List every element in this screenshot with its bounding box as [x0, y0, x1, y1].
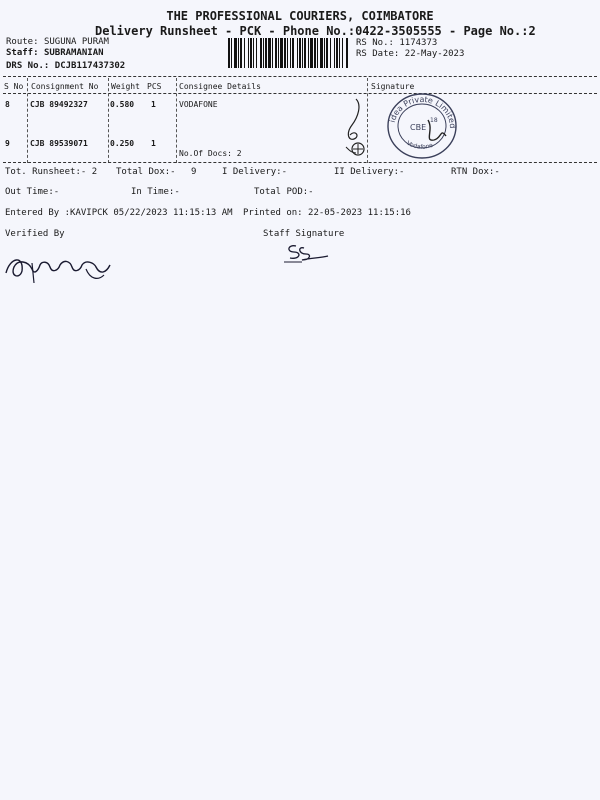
row-sno: 9 [5, 139, 10, 148]
consignee-signature-image [336, 95, 370, 159]
row-weight: 0.250 [110, 139, 135, 148]
company-stamp-image [384, 90, 460, 162]
runsheet-subtitle: Delivery Runsheet - PCK - Phone No.:0422-3505555 - Page No.:2 [95, 24, 536, 38]
row-consignment: CJB 89492327 [30, 100, 88, 109]
verified-by-label: Verified By [5, 229, 65, 239]
rs-no-value: 1174373 [399, 38, 438, 48]
svg-text:CBE: CBE [410, 123, 427, 132]
row-sno: 8 [5, 100, 10, 109]
i-delivery: I Delivery:- [222, 167, 288, 177]
col-signature: Signature [371, 82, 415, 91]
summary-divider [3, 162, 597, 163]
header-top-divider [3, 76, 597, 77]
drs-value: DCJB117437302 [54, 61, 126, 71]
col-consignee: Consignee Details [179, 82, 261, 91]
header-bottom-divider [3, 93, 597, 94]
svg-text:18: 18 [430, 117, 438, 124]
staff-label: Staff: [6, 48, 39, 58]
entered-by: Entered By :KAVIPCK 05/22/2023 11:15:13 AM [5, 208, 233, 218]
row-pcs: 1 [151, 100, 156, 109]
route-value: SUGUNA PURAM [43, 37, 109, 47]
staff-row [6, 48, 104, 58]
svg-text:idea Private Limited: idea Private Limited [387, 94, 458, 129]
col-divider [108, 78, 109, 163]
company-title: THE PROFESSIONAL COURIERS, COIMBATORE [166, 9, 434, 23]
rs-date-value: 22-May-2023 [404, 49, 465, 59]
drs-row [6, 61, 125, 71]
printed-on: Printed on: 22-05-2023 11:15:16 [243, 208, 411, 218]
route-label: Route: [6, 37, 39, 47]
col-weight: Weight [111, 82, 140, 91]
no-of-docs: No.Of Docs: 2 [179, 149, 242, 158]
total-pod: Total POD:- [254, 187, 314, 197]
total-dox-label: Total Dox:- [116, 167, 176, 177]
staff-signature-label: Staff Signature [263, 229, 345, 239]
col-divider [176, 78, 177, 163]
row-consignee: VODAFONE [179, 100, 218, 109]
in-time: In Time:- [131, 187, 180, 197]
drs-label: DRS No.: [6, 61, 50, 71]
col-sno: S No [4, 82, 24, 91]
total-dox-value: 9 [191, 167, 197, 177]
col-consignment: Consignment No [31, 82, 99, 91]
barcode-image [228, 38, 348, 68]
rs-date-label: RS Date: [356, 49, 400, 59]
rs-no-row [356, 38, 437, 48]
route-row [6, 37, 109, 47]
row-consignment: CJB 89539071 [30, 139, 88, 148]
ii-delivery: II Delivery:- [334, 167, 405, 177]
rs-date-row [356, 49, 464, 59]
row-weight: 0.580 [110, 100, 135, 109]
out-time: Out Time:- [5, 187, 60, 197]
staff-value: SUBRAMANIAN [43, 48, 104, 58]
col-divider [27, 78, 28, 163]
staff-signature-image [282, 240, 332, 264]
rtn-dox: RTN Dox:- [451, 167, 500, 177]
svg-text:Vodafone: Vodafone [405, 139, 434, 151]
tot-runsheet: Tot. Runsheet:- 2 [5, 167, 98, 177]
col-pcs: PCS [147, 82, 162, 91]
rs-no-label: RS No.: [356, 38, 394, 48]
verifier-signature-image [2, 245, 114, 287]
row-pcs: 1 [151, 139, 156, 148]
